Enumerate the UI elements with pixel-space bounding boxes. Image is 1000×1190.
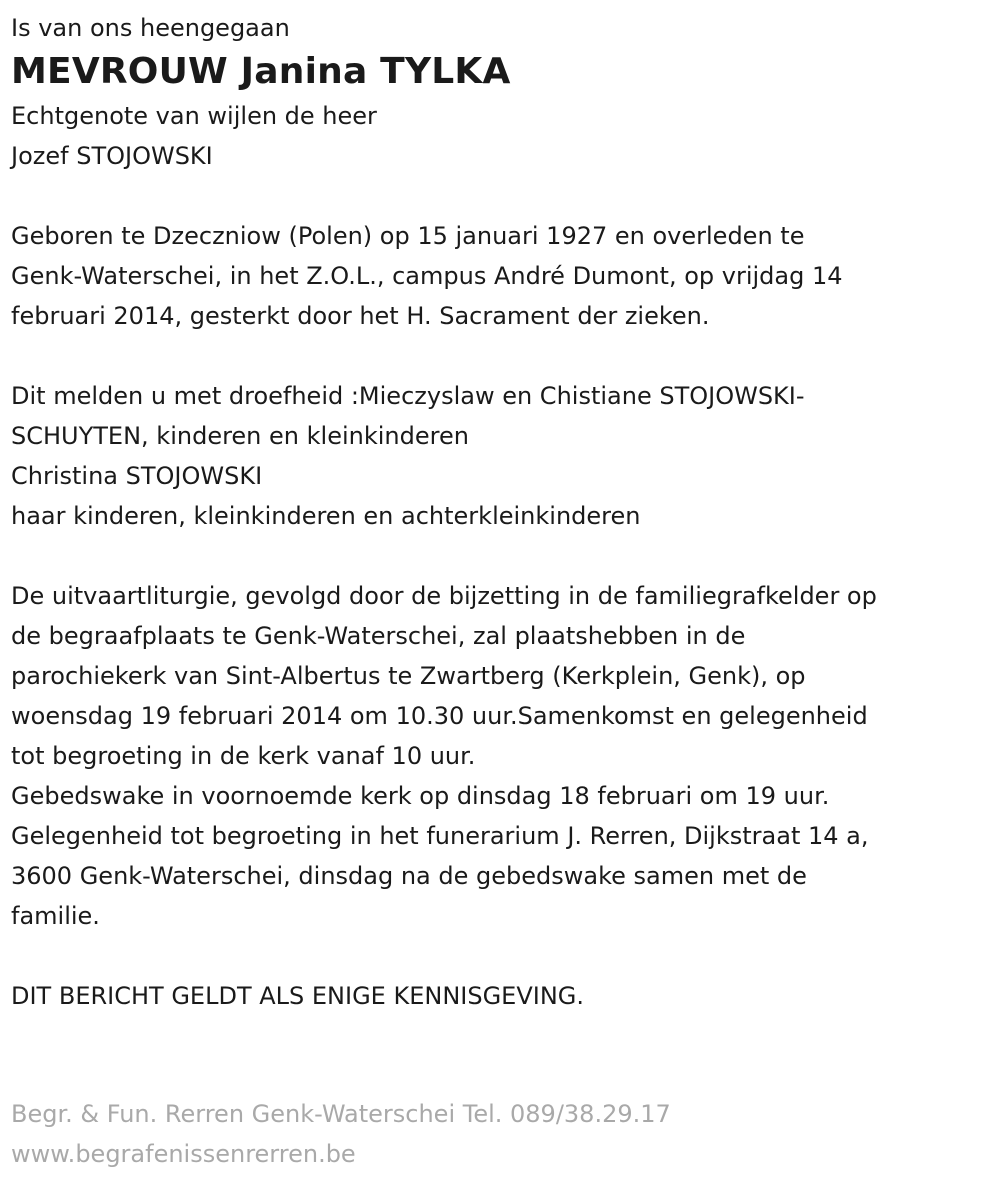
birth-death-line: Genk-Waterschei, in het Z.O.L., campus André Dumont, op vrijdag 14 (11, 262, 843, 290)
family-line: SCHUYTEN, kinderen en kleinkinderen (11, 422, 469, 450)
ceremony-line: 3600 Genk-Waterschei, dinsdag na de gebedswake samen met de (11, 862, 807, 890)
ceremony-line: De uitvaartliturgie, gevolgd door de bijzetting in de familiegrafkelder op (11, 582, 877, 610)
family-block (11, 376, 989, 536)
ceremony-line: tot begroeting in de kerk vanaf 10 uur. (11, 742, 476, 770)
family-line: haar kinderen, kleinkinderen en achterkleinkinderen (11, 502, 641, 530)
ceremony-line: Gelegenheid tot begroeting in het funerarium J. Rerren, Dijkstraat 14 a, (11, 822, 869, 850)
birth-death-line: Geboren te Dzeczniow (Polen) op 15 januari 1927 en overleden te (11, 222, 805, 250)
funeral-home-website: www.begrafenissenrerren.be (11, 1140, 356, 1168)
ceremony-line: Gebedswake in voornoemde kerk op dinsdag 18 februari om 19 uur. (11, 782, 830, 810)
ceremony-line: parochiekerk van Sint-Albertus te Zwartberg (Kerkplein, Genk), op (11, 662, 806, 690)
family-line: Dit melden u met droefheid :Mieczyslaw en Chistiane STOJOWSKI- (11, 382, 805, 410)
ceremony-line: de begraafplaats te Genk-Waterschei, zal plaatshebben in de (11, 622, 746, 650)
birth-death-block (11, 216, 989, 336)
notice-text: DIT BERICHT GELDT ALS ENIGE KENNISGEVING. (11, 982, 585, 1010)
deceased-name: MEVROUW Janina TYLKA (11, 51, 511, 92)
funeral-home-contact: Begr. & Fun. Rerren Genk-Waterschei Tel. 089/38.29.17 (11, 1100, 671, 1128)
spouse-line: Echtgenote van wijlen de heer (11, 102, 377, 130)
ceremony-line: familie. (11, 902, 100, 930)
spouse-line: Jozef STOJOWSKI (11, 142, 213, 170)
ceremony-line: woensdag 19 februari 2014 om 10.30 uur.Samenkomst en gelegenheid (11, 702, 868, 730)
intro-text: Is van ons heengegaan (11, 14, 290, 42)
family-line: Christina STOJOWSKI (11, 462, 263, 490)
funeral-home-footer (11, 1094, 671, 1174)
spouse-block (11, 96, 989, 176)
ceremony-block (11, 576, 989, 936)
birth-death-line: februari 2014, gesterkt door het H. Sacrament der zieken. (11, 302, 710, 330)
